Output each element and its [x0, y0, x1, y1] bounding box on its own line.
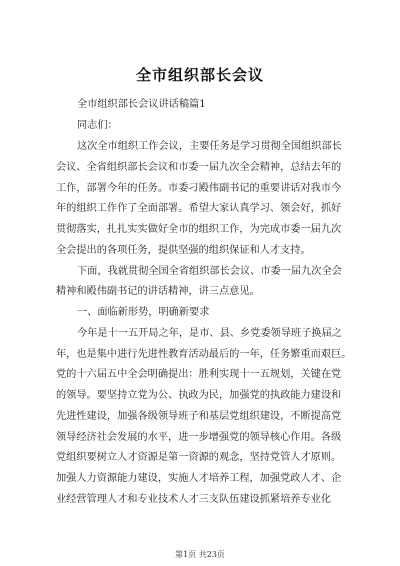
paragraph-line: 精神和殿伟副书记的讲话精神，讲三点意见。 [56, 286, 260, 297]
paragraph-line: 先进性建设，加强各级领导班子和基层党组织建设，不断提高党 [56, 411, 342, 422]
paragraph-line: 会议、全省组织部长会议和市委一届九次全会精神，总结去年的 [56, 162, 342, 173]
paragraph-line: 的领导。要坚持立党为公、执政为民，加强党的执政能力建设和 [56, 390, 342, 401]
paragraph-line: 贯彻落实，扎扎实实做好全市的组织工作，为完成市委一届九次 [56, 224, 342, 235]
paragraph-line: 这次全市组织工作会议，主要任务是学习贯彻全国组织部长 [77, 141, 342, 152]
paragraph-line: 年的组织工作作了全面部署。希望大家认真学习、领会好，抓好 [56, 203, 342, 214]
paragraph-line: 业经营管理人才和专业技术人才三支队伍建设抓紧培养专业化 [56, 494, 332, 505]
document-title: 全市组织部长会议 [135, 66, 264, 84]
paragraph-line: 领导经济社会发展的水平，进一步增强党的领导核心作用。各级 [56, 432, 342, 443]
paragraph-line: 全会提出的各项任务，提供坚强的组织保证和人才支持。 [56, 245, 311, 256]
paragraph-line: 加强人力资源能力建设，实施人才培养工程，加强党政人才、企 [56, 473, 342, 484]
greeting: 同志们： [77, 120, 118, 131]
document-subtitle: 全市组织部长会议讲话稿篇1 [77, 99, 206, 110]
paragraph-line: 下面，我就贯彻全国全省组织部长会议、市委一届九次全会 [77, 266, 342, 277]
paragraph-line: 党组织要树立人才资源是第一资源的观念，坚持党管人才原则。 [56, 452, 342, 463]
page-number: 第1页 共23页 [175, 550, 225, 559]
paragraph-line: 工作，部署今年的任务。市委刁殿伟副书记的重要讲话对我市今 [56, 183, 342, 194]
paragraph-line: 今年是十一五开局之年，是市、县、乡党委领导班子换届之 [77, 328, 342, 339]
paragraph-line: 年，也是集中进行先进性教育活动最后的一年，任务繁重而艰巨。 [56, 349, 352, 360]
paragraph-line: 党的十六届五中全会明确提出：胜利实现十一五规划，关键在党 [56, 369, 342, 380]
section-heading: 一、面临新形势，明确新要求 [77, 307, 210, 318]
